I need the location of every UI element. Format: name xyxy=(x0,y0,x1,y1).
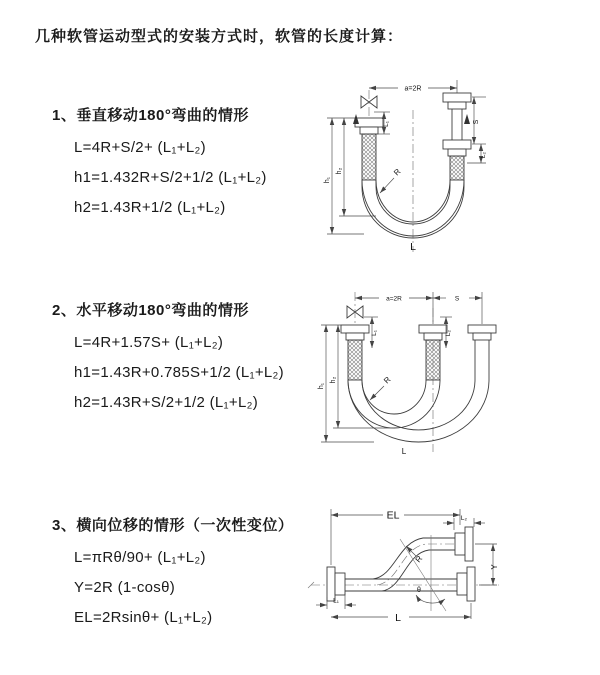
valve-icon xyxy=(361,96,369,108)
flange xyxy=(327,567,335,601)
flange xyxy=(419,325,447,333)
valve-icon xyxy=(369,96,377,108)
dim-label-l2: L₂ xyxy=(460,515,468,522)
section-number: 3、 xyxy=(52,517,77,534)
section-heading xyxy=(52,299,327,320)
formula-line: Y=2R (1-cosθ) xyxy=(74,579,176,596)
dim-label-radius: R xyxy=(392,166,403,178)
flange xyxy=(424,333,442,340)
section-heading-text: 横向位移的情形（一次性变位） xyxy=(76,517,294,534)
hose-drawing-3 xyxy=(303,497,600,665)
dim-label-s: S xyxy=(454,295,460,303)
braided-hose-section xyxy=(362,134,376,180)
valve-icon xyxy=(355,306,363,318)
braided-hose-section xyxy=(450,156,464,180)
section-horizontal-movement xyxy=(52,299,327,418)
formula-line: h2=1.43R+1/2 (L₁+L₂) xyxy=(74,199,226,216)
section-number: 2、 xyxy=(52,302,77,319)
section-number: 1、 xyxy=(52,107,77,124)
dim-label-el: EL xyxy=(386,509,400,522)
braided-hose-section xyxy=(348,340,362,380)
dim-label-l1: L₁ xyxy=(333,597,339,605)
flange xyxy=(448,102,466,109)
flange xyxy=(465,527,473,561)
flange xyxy=(341,325,369,333)
dim-label-a2r: a=2R xyxy=(404,85,422,93)
dim-label-l2: L₂ xyxy=(445,329,452,337)
flange xyxy=(360,127,378,134)
dim-label-a2r: a=2R xyxy=(386,295,402,303)
dim-label-length: L xyxy=(401,447,407,456)
page-title: 几种软管运动型式的安装方式时，软管的长度计算： xyxy=(35,28,404,45)
formula-line: L=4R+S/2+ (L₁+L₂) xyxy=(74,139,206,156)
section-lateral-displacement xyxy=(52,514,327,633)
dim-label-h2: h₂ xyxy=(330,376,337,384)
flange xyxy=(355,118,383,127)
formula-block xyxy=(74,328,327,418)
hose-drawing-1 xyxy=(312,66,547,258)
flange xyxy=(443,93,471,102)
dim-label-radius: R xyxy=(382,374,393,386)
section-vertical-movement xyxy=(52,104,327,223)
formula-block xyxy=(74,133,327,223)
hose-drawing-2 xyxy=(312,284,600,462)
dim-label-l1: L₁ xyxy=(383,121,390,127)
dim-label-radius: R xyxy=(413,554,425,565)
hose-bend xyxy=(362,380,475,430)
formula-line: h1=1.43R+0.785S+1/2 (L₁+L₂) xyxy=(74,364,284,381)
flange xyxy=(467,567,475,601)
dim-label-length: L xyxy=(395,612,401,624)
hose-bend xyxy=(348,380,489,442)
flange xyxy=(335,573,345,595)
flange xyxy=(443,140,471,149)
flange xyxy=(457,573,467,595)
formula-line: EL=2Rsinθ+ (L₁+L₂) xyxy=(74,609,213,626)
diagram-horizontal-180-bend xyxy=(312,284,600,462)
dim-label-y: Y xyxy=(490,564,499,570)
flange xyxy=(346,333,364,340)
diagram-vertical-180-bend xyxy=(312,66,547,258)
dim-label-h1: h₁ xyxy=(318,382,325,390)
diagram-lateral-displacement xyxy=(303,497,600,665)
formula-line: L=πRθ/90+ (L₁+L₂) xyxy=(74,549,206,566)
hose-bend xyxy=(362,380,426,414)
formula-line: h2=1.43R+S/2+1/2 (L₁+L₂) xyxy=(74,394,259,411)
dim-label-l2: L₂ xyxy=(480,151,487,159)
dim-label-length: L xyxy=(410,241,416,253)
flange xyxy=(448,149,466,156)
dim-label-h2: h₂ xyxy=(336,167,343,175)
section-heading-text: 水平移动180°弯曲的情形 xyxy=(76,302,249,319)
up-arrow-icon xyxy=(464,114,470,124)
formula-block xyxy=(74,543,327,633)
hose-bend xyxy=(348,380,440,428)
section-heading xyxy=(52,514,327,535)
braided-hose-section xyxy=(426,340,440,380)
dim-label-l1: L₁ xyxy=(371,330,378,336)
formula-line: L=4R+1.57S+ (L₁+L₂) xyxy=(74,334,224,351)
angle-label-theta: θ xyxy=(417,587,421,594)
flange xyxy=(455,533,465,555)
dim-label-h1: h₁ xyxy=(324,176,331,184)
valve-icon xyxy=(347,306,355,318)
section-heading-text: 垂直移动180°弯曲的情形 xyxy=(76,107,249,124)
dim-label-s: S xyxy=(473,119,480,125)
formula-line: h1=1.432R+S/2+1/2 (L₁+L₂) xyxy=(74,169,267,186)
section-heading xyxy=(52,104,327,125)
flange xyxy=(473,333,491,340)
flange xyxy=(468,325,496,333)
